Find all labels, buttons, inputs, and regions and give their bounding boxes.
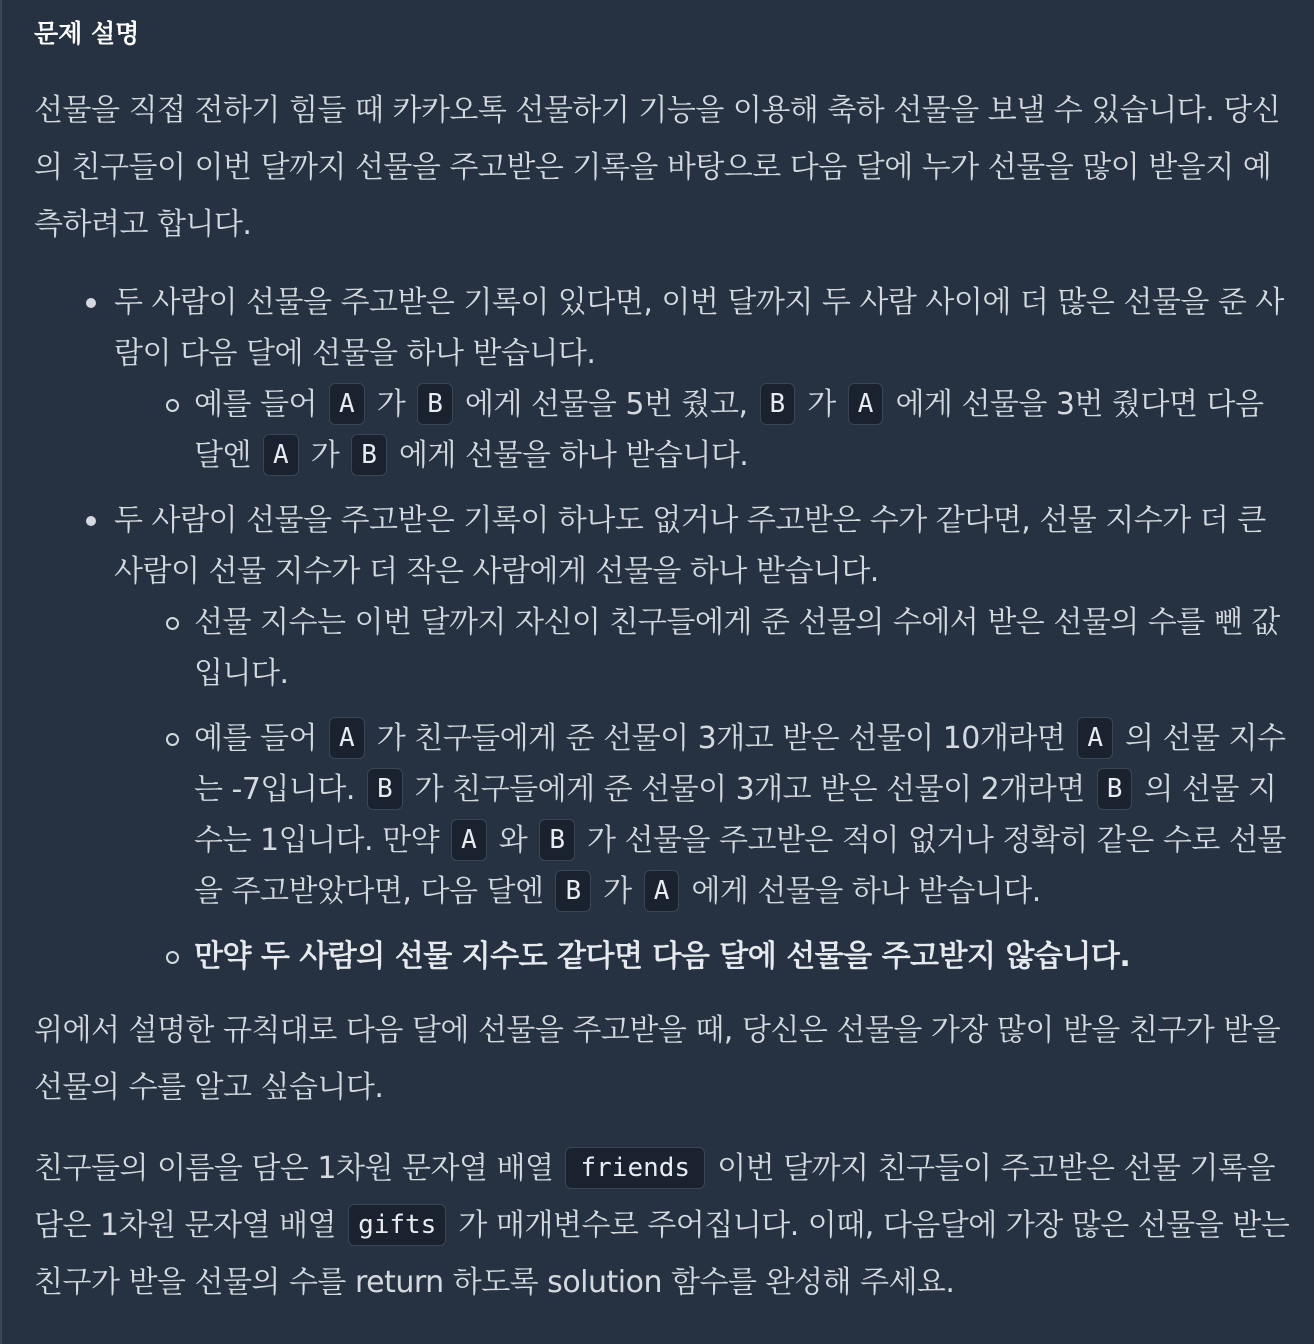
circle-bullet-icon (166, 399, 179, 412)
inline-code: A (848, 383, 884, 425)
rule-2-definition (194, 597, 1294, 699)
bullet-icon (86, 298, 96, 308)
inline-code: B (367, 768, 403, 810)
text-segment: 가 (798, 387, 845, 422)
text-segment: 가 (301, 438, 349, 473)
rule-item-1 (114, 277, 1294, 481)
rule-2-text: 두 사람이 선물을 주고받은 기록이 하나도 없거나 주고받은 수가 같다면, 선물 지수가 더 큰 사람이 선물 지수가 더 작은 사람에게 선물을 하나 받습니다. (114, 503, 1266, 589)
text-segment: 예를 들어 (194, 721, 326, 756)
rule-1-example (194, 379, 1294, 481)
inline-code-gifts: gifts (348, 1204, 446, 1246)
text-segment: 에게 선물을 3번 줬다면 다음 달엔 (194, 387, 1264, 473)
inline-code: B (351, 434, 387, 476)
bold-note-text: 만약 두 사람의 선물 지수도 같다면 다음 달에 선물을 주고받지 않습니다. (194, 939, 1131, 974)
intro-paragraph: 선물을 직접 전하기 힘들 때 카카오톡 선물하기 기능을 이용해 축하 선물을 보낼 수 있습니다. 당신의 친구들이 이번 달까지 선물을 주고받은 기록을 바탕으로 다음 달에 누가 선물을 많이 받을지 예측하려고 합니다. (34, 93, 1281, 242)
text-segment: 의 선물 지수는 1입니다. 만약 (194, 772, 1277, 858)
text-segment: 친구들의 이름을 담은 1차원 문자열 배열 (34, 1151, 563, 1186)
text-segment: 에게 선물을 하나 받습니다. (389, 438, 749, 473)
text-segment: 가 선물을 주고받은 적이 없거나 정확히 같은 수로 선물을 주고받았다면, 다음 달엔 (194, 823, 1286, 909)
inline-code: B (760, 383, 796, 425)
inline-code: A (644, 870, 680, 912)
inline-code-friends: friends (565, 1147, 705, 1189)
rule-item-2 (114, 495, 1294, 982)
inline-code: A (329, 717, 365, 759)
circle-bullet-icon (166, 733, 179, 746)
text-segment: 가 (594, 874, 641, 909)
inline-code: A (329, 383, 365, 425)
inline-code: B (1097, 768, 1133, 810)
rule-1-sublist (114, 379, 1294, 481)
text-segment: 에게 선물을 하나 받습니다. (682, 874, 1041, 909)
rule-2-sublist (114, 597, 1294, 982)
params-paragraph (34, 1140, 1294, 1311)
text-segment: 예를 들어 (194, 387, 326, 422)
definition-text: 선물 지수는 이번 달까지 자신이 친구들에게 준 선물의 수에서 받은 선물의 수를 뺀 값입니다. (194, 605, 1280, 691)
text-segment: 가 (367, 387, 415, 422)
text-segment: 의 선물 지수는 -7입니다. (194, 721, 1286, 807)
rules-list (34, 277, 1294, 982)
inline-code: A (1077, 717, 1113, 759)
inline-code: B (539, 819, 575, 861)
text-segment: 이번 달까지 친구들이 주고받은 선물 기록을 담은 1차원 문자열 배열 (34, 1151, 1275, 1243)
text-segment: 가 친구들에게 준 선물이 3개고 받은 선물이 2개라면 (405, 772, 1094, 807)
inline-code: A (263, 434, 299, 476)
inline-code: B (555, 870, 591, 912)
rule-2-example (194, 713, 1294, 917)
inline-code: B (417, 383, 453, 425)
text-segment: 와 (489, 823, 537, 858)
bullet-icon (86, 516, 96, 526)
goal-paragraph: 위에서 설명한 규칙대로 다음 달에 선물을 주고받을 때, 당신은 선물을 가장 많이 받을 친구가 받을 선물의 수를 알고 싶습니다. (34, 1013, 1281, 1105)
rule-2-bold-note (194, 931, 1294, 982)
rule-1-text: 두 사람이 선물을 주고받은 기록이 있다면, 이번 달까지 두 사람 사이에 더 많은 선물을 준 사람이 다음 달에 선물을 하나 받습니다. (114, 285, 1284, 371)
text-segment: 가 매개변수로 주어집니다. 이때, 다음달에 가장 많은 선물을 받는 친구가 받을 선물의 수를 return 하도록 solution 함수를 완성해 주세요. (34, 1208, 1290, 1300)
section-title: 문제 설명 (34, 19, 140, 48)
circle-bullet-icon (166, 617, 179, 630)
text-segment: 에게 선물을 5번 줬고, (455, 387, 757, 422)
text-segment: 가 친구들에게 준 선물이 3개고 받은 선물이 10개라면 (367, 721, 1075, 756)
circle-bullet-icon (166, 951, 179, 964)
inline-code: A (451, 819, 487, 861)
